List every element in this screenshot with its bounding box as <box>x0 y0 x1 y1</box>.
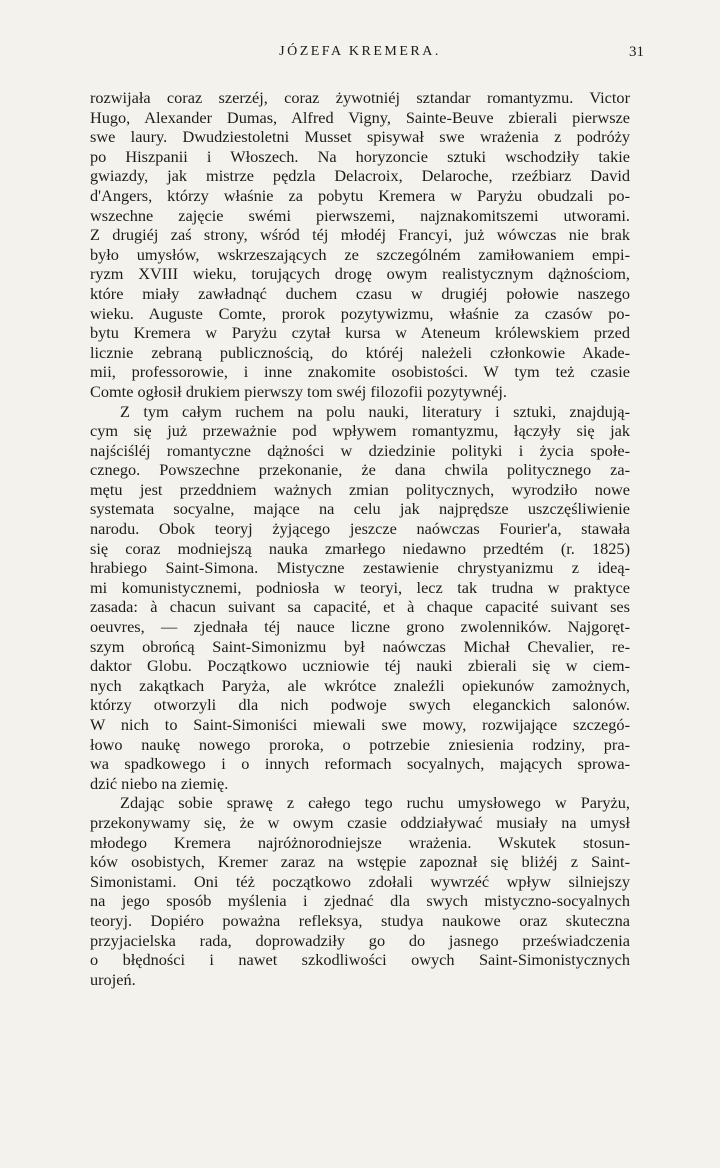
text-line: ków osobistych, Kremer zaraz na wstępie zapoznał się bliżéj z Saint- <box>90 852 630 872</box>
text-line: d'Angers, którzy właśnie za pobytu Kremera w Paryżu obudzali po- <box>90 185 630 205</box>
text-line: Z tym całym ruchem na polu nauki, literatury i sztuki, znajdują- <box>120 401 630 421</box>
text-line: się coraz modniejszą nauka zmarłego niedawno przedtém (r. 1825) <box>90 538 630 558</box>
text-line: mętu jest przeddniem ważnych zmian politycznych, wyrodziło nowe <box>90 479 630 499</box>
text-line: teoryj. Dopiéro poważna refleksya, studya naukowe oraz skuteczna <box>90 910 630 930</box>
text-line: urojeń. <box>90 969 136 989</box>
page-number: 31 <box>629 44 644 60</box>
text-line: cznego. Powszechne przekonanie, że dana chwila politycznego za- <box>90 460 630 480</box>
text-line: najściśléj romantyczne dążności w dziedzinie polityki i życia społe- <box>90 440 630 460</box>
text-line: gwiazdy, jak mistrze pędzla Delacroix, Delaroche, rzeźbiarz David <box>90 166 630 186</box>
text-line: Z drugiéj zaś strony, wśród téj młodéj Francyi, już wówczas nie brak <box>90 225 630 245</box>
text-line: bytu Kremera w Paryżu czytał kursa w Ateneum królewskiem przed <box>90 323 630 343</box>
text-line: hrabiego Saint-Simona. Mistyczne zestawienie chrystyanizmu z ideą- <box>90 558 630 578</box>
text-line: ryzm XVIII wieku, torujących drogę owym realistycznym dążnościom, <box>90 264 630 284</box>
text-line: przyjacielska rada, doprowadziły go do jasnego przeświadczenia <box>90 930 630 950</box>
text-line: było umysłów, wskrzeszających ze szczególném zamiłowaniem empi- <box>90 244 630 264</box>
text-line: oeuvres, — zjednała téj nauce liczne grono zwolenników. Najgoręt- <box>90 617 630 637</box>
text-line: mi komunistycznemi, podniosła w teoryi, lecz tak trudna w praktyce <box>90 577 630 597</box>
text-line: którzy otworzyli dla nich podwoje swych eleganckich salonów. <box>90 695 630 715</box>
text-line: rozwijała coraz szerzéj, coraz żywotniéj sztandar romantyzmu. Victor <box>90 88 630 107</box>
text-line: wszechne zajęcie swémi pierwszemi, najznakomitszemi utworami. <box>90 205 630 225</box>
text-line: które miały zawładnąć duchem czasu w drugiéj połowie naszego <box>90 283 630 303</box>
text-line: wa spadkowego i o innych reformach socyalnych, mających sprowa- <box>90 754 630 774</box>
body-text <box>90 88 630 989</box>
text-line: dzić niebo na ziemię. <box>90 773 229 793</box>
text-line: W nich to Saint-Simoniści miewali swe mowy, rozwijające szczegó- <box>90 715 630 734</box>
text-line: przekonywamy się, że w owym czasie oddziaływać musiały na umysł <box>90 812 630 832</box>
text-line: zasada: à chacun suivant sa capacité, et à chaque capacité suivant ses <box>90 597 630 617</box>
text-line: narodu. Obok teoryj żyjącego jeszcze naówczas Fourier'a, stawała <box>90 519 630 539</box>
text-line: licznie zebraną publicznością, do któréj należeli członkowie Akade- <box>90 342 630 362</box>
paragraph <box>90 402 630 794</box>
text-line: łowo naukę nowego proroka, o potrzebie zniesienia rodziny, pra- <box>90 734 630 754</box>
text-line: daktor Globu. Początkowo uczniowie téj nauki zbierali się w ciem- <box>90 656 630 676</box>
text-line: Comte ogłosił drukiem pierwszy tom swéj filozofii pozytywnéj. <box>90 381 507 401</box>
running-title: JÓZEFA KREMERA. <box>279 44 441 59</box>
paragraph <box>90 793 630 989</box>
text-line: Simonistami. Oni téż początkowo zdołali wywrzéć wpływ silniejszy <box>90 871 630 891</box>
text-line: szym obrońcą Saint-Simonizmu był naówczas Michał Chevalier, re- <box>90 636 630 656</box>
text-line: o błędności i nawet szkodliwości owych Saint-Simonistycznych <box>90 950 630 970</box>
text-line: systemata socyalne, mające na celu jak najprędsze uszczęśliwienie <box>90 499 630 519</box>
text-line: po Hiszpanii i Włoszech. Na horyzoncie sztuki wschodziły takie <box>90 146 630 166</box>
text-line: mii, professorowie, i inne znakomite osobistości. W tym też czasie <box>90 362 630 382</box>
text-line: wieku. Auguste Comte, prorok pozytywizmu, właśnie za czasów po- <box>90 303 630 323</box>
running-head <box>0 44 720 68</box>
text-line: Zdając sobie sprawę z całego tego ruchu umysłowego w Paryżu, <box>120 793 630 813</box>
text-line: na jego sposób myślenia i zjednać dla swych mistyczno-socyalnych <box>90 891 630 911</box>
text-line: cym się już przeważnie pod wpływem romantyzmu, łączyły się jak <box>90 421 630 441</box>
text-line: nych zakątkach Paryża, ale wkrótce znaleźli opiekunów zamożnych, <box>90 675 630 695</box>
text-line: swe laury. Dwudziestoletni Musset spisywał swe wrażenia z podróży <box>90 127 630 147</box>
paragraph <box>90 88 630 402</box>
text-line: młodego Kremera najróżnorodniejsze wrażenia. Wskutek stosun- <box>90 832 630 852</box>
text-line: Hugo, Alexander Dumas, Alfred Vigny, Sainte-Beuve zbierali pierwsze <box>90 107 630 127</box>
